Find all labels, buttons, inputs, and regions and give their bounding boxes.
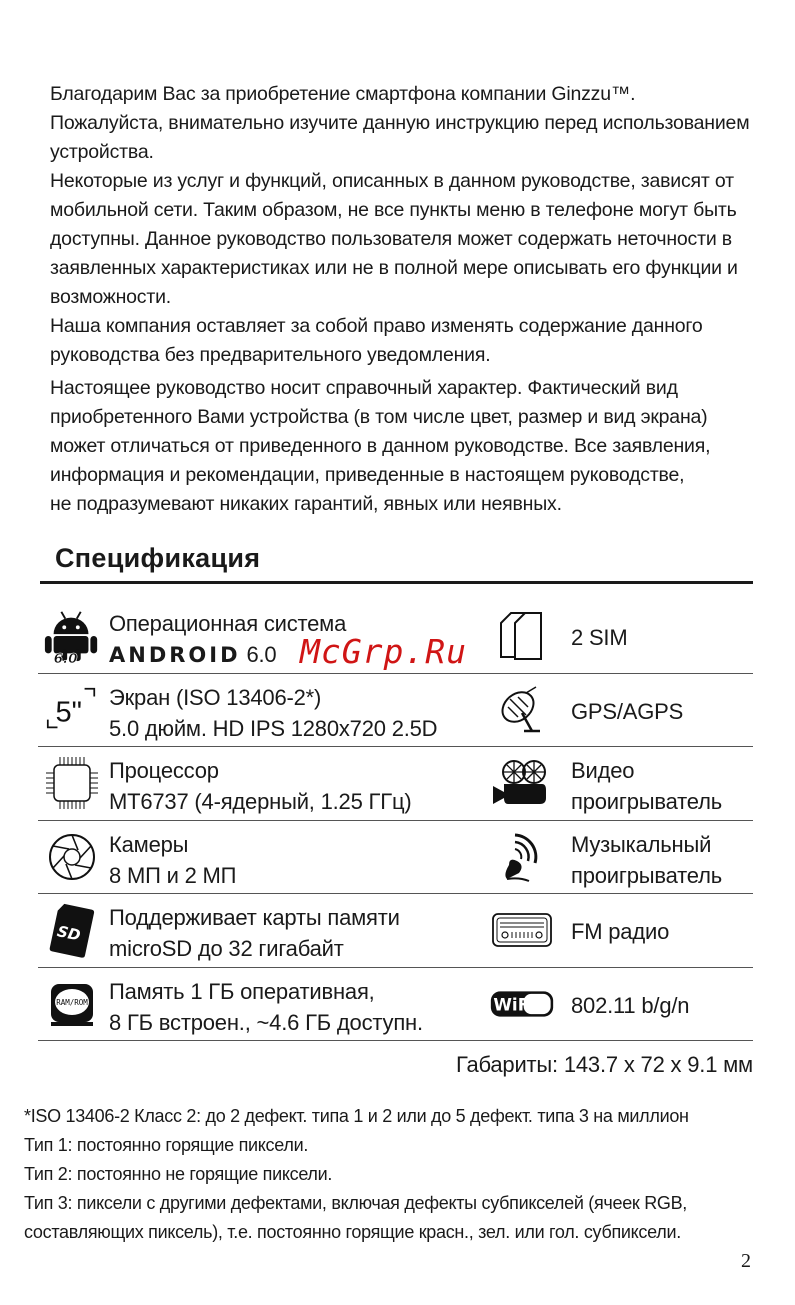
intro-line: информация и рекомендации, приведенные в настоящем руководстве,: [50, 464, 685, 486]
spec-row: [38, 674, 753, 748]
intro-line: Благодарим Вас за приобретение смартфона компании Ginzzu™.: [50, 83, 636, 105]
camera-aperture-icon: [42, 827, 102, 887]
gps-spec: GPS/AGPS: [571, 698, 684, 724]
memory-card-value: microSD до 32 гигабайт: [109, 936, 344, 961]
spec-row: [38, 821, 753, 895]
spec-row: [38, 747, 753, 821]
fm-spec: FM радио: [571, 919, 670, 944]
intro-line: может отличаться от приведенного в данном руководстве. Все заявления,: [50, 435, 711, 457]
cpu-value: MT6737 (4-ядерный, 1.25 ГГц): [109, 789, 412, 814]
sim-spec: 2 SIM: [571, 625, 628, 650]
wifi-logo-icon: [490, 974, 554, 1034]
screen-label: Экран (ISO 13406-2*): [109, 684, 322, 710]
footnotes: [24, 1102, 789, 1247]
footnote-line: *ISO 13406-2 Класс 2: до 2 дефект. типа 1 и 2 или до 5 дефект. типа 3 на миллион: [24, 1106, 689, 1126]
video-label: Видео: [571, 758, 635, 783]
memory-value: 8 ГБ встроен., ~4.6 ГБ доступн.: [109, 1009, 423, 1035]
intro-line: мобильной сети. Таким образом, не все пункты меню в телефоне могут быть: [50, 199, 737, 221]
screen-size-label: 5": [55, 696, 82, 729]
spec-row: [38, 894, 753, 968]
camera-value: 8 МП и 2 МП: [109, 862, 237, 888]
ram-rom-label: RAM/ROM: [56, 997, 88, 1007]
spec-title-rule: [40, 581, 753, 584]
memory-card-label: Поддерживает карты памяти: [109, 905, 400, 930]
cpu-label: Процессор: [109, 758, 219, 783]
music-spec: [571, 829, 722, 891]
android-icon: [42, 606, 102, 666]
cpu-spec: [109, 755, 412, 817]
android-wordmark: ANDROID: [109, 643, 241, 667]
footnote-line: Тип 3: пиксели с другими дефектами, включая дефекты субпикселей (ячеек RGB,: [24, 1193, 688, 1213]
screen-spec: [109, 682, 437, 744]
intro-line: возможности.: [50, 286, 171, 308]
intro-line: устройства.: [50, 141, 154, 163]
music-label-2: проигрыватель: [571, 862, 722, 888]
video-spec: [571, 755, 722, 817]
ram-rom-icon: [42, 974, 102, 1034]
intro-line: не подразумевают никаких гарантий, явных или неявных.: [50, 493, 562, 515]
camera-label: Камеры: [109, 831, 189, 857]
wifi-label: WiFi: [493, 994, 535, 1015]
fm-radio-icon: [490, 900, 554, 960]
intro-text: [50, 80, 780, 519]
watermark: McGrp.Ru: [300, 632, 467, 671]
intro-line: доступны. Данное руководство пользователя может содержать неточности в: [50, 228, 732, 250]
memory-label: Память 1 ГБ оперативная,: [109, 978, 375, 1004]
screen-size-icon: [42, 680, 102, 740]
memory-spec: [109, 976, 423, 1038]
music-player-icon: [490, 827, 554, 887]
screen-value: 5.0 дюйм. HD IPS 1280x720 2.5D: [109, 715, 438, 741]
sd-card-icon: [42, 900, 102, 960]
footnote-line: Тип 1: постоянно горящие пиксели.: [24, 1135, 309, 1155]
intro-line: Пожалуйста, внимательно изучите данную инструкцию перед использованием: [50, 112, 750, 134]
spec-row: [38, 968, 753, 1042]
camera-spec: [109, 829, 236, 891]
video-camera-icon: [490, 753, 554, 813]
spec-title: Спецификация: [55, 543, 261, 573]
sd-label: SD: [55, 922, 83, 945]
satellite-dish-icon: [490, 680, 554, 740]
intro-line: заявленных характеристиках или не в полной мере описывать его функции и: [50, 257, 738, 279]
music-label: Музыкальный: [571, 831, 712, 857]
memory-card-spec: [109, 902, 400, 964]
wifi-spec: 802.11 b/g/n: [571, 992, 690, 1018]
intro-line: Наша компания оставляет за собой право изменять содержание данного: [50, 315, 703, 337]
cpu-icon: [42, 753, 102, 813]
sim-icon: [490, 606, 554, 666]
page-number: 2: [741, 1250, 751, 1272]
intro-line: приобретенного Вами устройства (в том числе цвет, размер и вид экрана): [50, 406, 708, 428]
os-label: Операционная система: [109, 611, 347, 636]
footnote-line: составляющих пиксель), т.е. постоянно горящие красн., зел. или гол. субпиксели.: [24, 1222, 681, 1242]
android-version-label: 6.0: [53, 651, 78, 666]
os-version: 6.0: [246, 642, 277, 667]
intro-line: руководства без предварительного уведомления.: [50, 344, 491, 366]
video-label-2: проигрыватель: [571, 789, 722, 814]
footnote-line: Тип 2: постоянно не горящие пиксели.: [24, 1164, 333, 1184]
intro-line: Некоторые из услуг и функций, описанных в данном руководстве, зависят от: [50, 170, 734, 192]
dimensions: Габариты: 143.7 x 72 x 9.1 мм: [455, 1052, 753, 1077]
intro-line: Настоящее руководство носит справочный характер. Фактический вид: [50, 377, 678, 399]
